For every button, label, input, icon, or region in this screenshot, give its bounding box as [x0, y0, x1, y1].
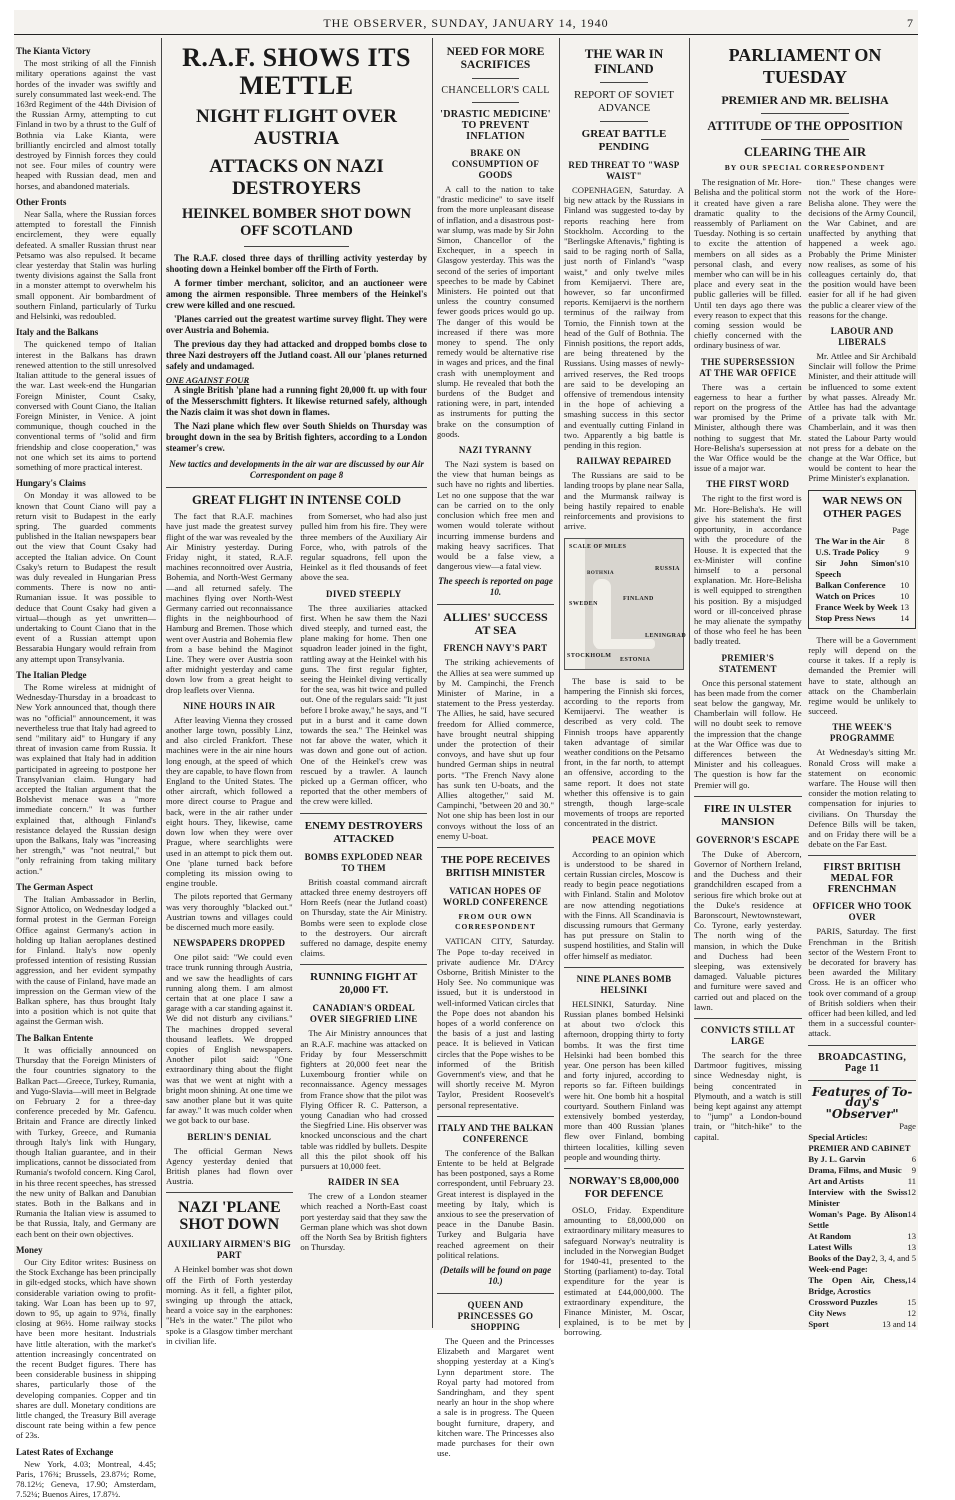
paragraph: The Nazi system is based on the view that human beings as such have no rights and liberties. Let no one suppose that the war can be carried on to the only conclusion which free men and women would tolerate without incurring immense burdens and making heavy sacrifices. That would be a false view, a dangerous view—a fatal view.	[437, 459, 554, 572]
headline: ALLIES' SUCCESS AT SEA	[443, 610, 548, 638]
cross-reference-note: New tactics and developments in the air war are discussed by our Air Correspondent on page 8	[169, 459, 424, 481]
divider	[564, 967, 684, 968]
paragraph: The base is said to be hampering the Finnish ski forces, according to the reports from Kemijaervi. The weather is described as very cold. The Finnish troops have apparently taken advantage of similar weather conditions on the Petsamo front, in the far north, to attempt an offensive, according to the same report. It does not state whether this offensive is to gain strength, though large-scale movements of troops are reported concentrated in the district.	[564, 675, 684, 829]
features-row	[808, 1187, 916, 1209]
two-column-body	[694, 177, 916, 1330]
features-list	[808, 1132, 916, 1330]
divider	[166, 487, 427, 488]
paragraph: Our City Editor writes: Business on the Stock Exchange has been principally in gilt-edged stocks, which have shown considerable variation owing to profit-taking. War Loan has been up to 97, down to 95, up again to 97¼, finally closing at 96½. Home railway stocks have been more hesitant. Industrials have little alteration, with the market's attention increasingly concentrated on the recent Budget figures. There has been considerable business in shipping shares, particularly those of the developing companies. Copper and tin shares are dull. Monetary conditions are little changed, the Treasury Bill average discount rate being within a few pence of 23s.	[16, 1256, 156, 1441]
war-news-index-title: WAR NEWS ON OTHER PAGES	[822, 494, 903, 520]
paragraph: The three auxiliaries attacked first. When he saw them the Nazi dived steeply, and turned east, the plane making for home. Then one squadron leader joined in the fight, rattling away at the Heinkel with his guns. The first regular fighter, seeing the Heinkel diving vertically for the sea, was hit twice and pulled out. One of the regulars said: "It just before I broke away," he says, and "I put in a burst and it came down towards the sea." The Heinkel was not far above the water, which it was down and gone out of action. One of the Heinkel's crew was rescued by a trawler. A launch picked up a German officer, who reported that the other members of the crew were killed.	[300, 602, 427, 807]
index-row-page: 10	[900, 590, 909, 601]
byline: BY OUR SPECIAL CORRESPONDENT	[724, 163, 886, 172]
features-row-page: 6	[911, 1154, 916, 1165]
body-left	[166, 511, 293, 1349]
divider	[808, 1080, 916, 1081]
features-row	[808, 1209, 916, 1231]
subhead: Money	[16, 1244, 43, 1255]
subhead: OFFICER WHO TOOK OVER	[812, 901, 912, 923]
features-row	[808, 1165, 916, 1176]
subhead: BRAKE ON CONSUMPTION OF GOODS	[451, 148, 540, 180]
index-row-label: Sir John Simon's Speech	[815, 557, 901, 579]
map-label: FINLAND	[623, 595, 654, 602]
features-row	[808, 1275, 916, 1297]
lead-paragraph: The previous day they had attacked and dropped bombs close to three Nazi destroyers off the Jutland coast. All our 'planes returned safely and undamaged.	[166, 339, 427, 371]
paragraph: The most striking of all the Finnish military operations against the vast hordes of the invader was swiftly and surely consummated last week-end. The 163rd Regiment of the 44th Division of the Russian Army, attempting to cut Finland in two by a thrust to the Gulf of Bothnia via Lake Kianta, were brilliantly encircled and almost totally destroyed by Finnish forces they could not see. Four miles of country were heaped with Russian dead, men and horses, and abandoned materials.	[16, 58, 156, 191]
divider	[564, 1168, 684, 1169]
index-row-page: 10	[900, 557, 909, 568]
index-row-page: 10	[900, 579, 909, 590]
divider	[244, 246, 348, 247]
divider	[600, 121, 648, 122]
divider	[166, 1192, 293, 1193]
divider	[761, 113, 850, 114]
paragraph: The Rome wireless at midnight of Wednesday-Thursday in a broadcast to New York announced that, though there was no "official" announcement, it was nevertheless true that Italy had agreed to send "military aid" to Hungary if any threat of invasion came from Russia. It was explained that Italy had in addition participated in agreeing to postpone her Transylvanian claim. Hungary had accepted the Italian argument that the Bolshevist menace was a "more immediate concern." It was further explained that, although Finland's resistance delayed the Russian design upon the Balkans, Italy was "increasing her strength," was "not neutral," but "only refraining from taking military action."	[16, 681, 156, 876]
paragraph: The striking achievements of the Allies at sea were summed up by M. Campinchi, the French Minister of Marine, in a statement to the Press yesterday. The Allies, he said, have secured freedom for Allied commerce, have brought neutral shipping under the protection of their convoys, and have shut up four hundred German ships in neutral ports. "The French Navy alone has sunk ten U-boats, and the Allies altogether," said M. Campinchi, "between 20 and 30." Not one ship has been lost in our convoys without the loss of an enemy U-boat.	[437, 657, 554, 841]
subhead: Latest Rates of Exchange	[16, 1446, 114, 1457]
paragraph: The resignation of Mr. Hore-Belisha and the political storm it created have given a rare dramatic quality to the reassembly of Parliament on Tuesday. Nothing is so certain to excite the attention of members on all sides as a personal clash, and every member who can will be in his place and every seat in the public galleries will be filled. Until ten days ago there was every reason to expect that this coming session would be chiefly concerned with the ordinary business of war.	[694, 177, 802, 351]
features-row	[808, 1264, 916, 1275]
column-rule	[559, 38, 560, 1328]
paragraph: The right to the first word is Mr. Hore-Belisha's. He will give his statement the first opportunity, in accordance with the procedure of the House. It is expected that the ex-Minister will confine himself to a personal explanation. Mr. Hore-Belisha is well equipped to strengthen his position. By a misjudged word or ill-conceived phrase he may alienate the sympathy of those who feel he has been badly treated.	[694, 493, 802, 647]
subhead: NEWSPAPERS DROPPED	[173, 938, 286, 949]
subhead: THE SUPERSESSION AT THE WAR OFFICE	[699, 356, 797, 378]
paragraph: HELSINKI, Saturday. Nine Russian planes bombed Helsinki at about two o'clock this afternoon, dropping thirty to forty bombs. It was the first time Helsinki had been bombed this year. One person has been killed and forty injured, according to reports so far. Fifteen buildings were hit. One bomb hit a hospital courtyard. Southern Finland was extensively bombed yesterday, more than 400 Russian 'planes flew over Finland, bombing thirteen localities, killing seven people and wounding thirty.	[564, 998, 684, 1162]
divider	[808, 855, 916, 856]
paragraph: The Duke of Abercorn, Governor of Northern Ireland, and the Duchess and their grandchildren escaped from a serious fire which broke out at the Duke's residence at Baronscourt, Newtownstewart, Co. Tyrone, early yesterday. The north wing of the mansion, in which the Duke and Duchess had been sleeping, was extensively damaged. Valuable pictures and furniture were saved and carried out and placed on the lawn.	[694, 848, 802, 1012]
paragraph: There was a certain eagerness to hear a further report on the progress of the war promised by the Prime Minister, although there was nothing to suggest that Mr. Hore-Belisha's supersession at the War Office would be the issue of a major war.	[694, 381, 802, 474]
divider	[600, 82, 648, 83]
paragraph: Once this personal statement has been made from the corner seat below the gangway, Mr. Chamberlain will follow. He will no doubt seek to remove the impression that the change at the War Office was due to differences between the Minister and his colleagues. The question is how far the Premier will go.	[694, 677, 802, 790]
features-row-label: The Open Air, Chess, Bridge, Acrostics	[808, 1275, 908, 1297]
subhead: CHANCELLOR'S CALL	[441, 85, 550, 96]
headline: ATTACKS ON NAZI DESTROYERS	[209, 156, 384, 199]
paragraph: tion." These changes were not the work of the Hore-Belisha alone. They were the decisions of the Army Council, the War Cabinet, and are unaffected by anything that happened a week ago. Probably the Prime Minister now realises, as some of his colleagues certainly do, that the position would have been easier for all if he had given the public a clearer view of the reasons for the change.	[808, 177, 916, 320]
headline: CLEARING THE AIR	[743, 145, 867, 159]
war-news-index-list	[815, 536, 909, 624]
divider	[472, 102, 519, 103]
two-column-body	[166, 511, 427, 1349]
features-row-label: Crossword Puzzles	[808, 1297, 878, 1308]
features-row-page: 2, 3, 4, and 5	[871, 1253, 916, 1264]
headline: PARLIAMENT ON TUESDAY	[728, 45, 882, 87]
features-row-label: PREMIER AND CABINET	[808, 1143, 911, 1154]
features-row-label: Sport	[808, 1319, 829, 1330]
broadcasting-note: BROADCASTING, Page 11	[818, 1051, 907, 1074]
paragraph: The Queen and the Princesses Elizabeth and Margaret went shopping yesterday at a King's Lynn department store. The Royal party had motored from Sandringham, and they spent nearly an hour in the shop where a sale is in progress. The Queen bought furniture, drapery, and kitchen ware. The Princesses also made purchases for their own use.	[437, 1336, 554, 1459]
map-label: RUSSIA	[655, 565, 681, 572]
subhead: REPORT OF SOVIET ADVANCE	[574, 89, 674, 114]
divider	[694, 796, 802, 797]
headline: THE WAR IN FINLAND	[584, 46, 664, 76]
index-row-label: Balkan Conference	[815, 579, 886, 590]
subhead: FRENCH NAVY'S PART	[443, 643, 548, 654]
subhead: The German Aspect	[16, 881, 93, 892]
subhead: BERLIN'S DENIAL	[187, 1131, 272, 1142]
paragraph: It was officially announced on Thursday that the Foreign Ministers of the four countries signatory to the Balkan Pact—Greece, Turkey, Rumania, and Yugo-Slavia—will meet in Belgrade on February 2 for a three-day conference preceded by Mr. Gafencu. Britain and France are directly linked with Turkey, Greece, and Rumania through Italy's link with Hungary, though Italian guarantee, and in their implications, cannot be dissociated from Rumania's twofold concern. King Carol, in his three recent speeches, has stressed the new unity of Balkan and Danubian states. Both in the Balkans and in Rumania the Italian view is assumed to be that Russia, Italy, and Germany are each bent on their own objectives.	[16, 1044, 156, 1239]
headline: NEED FOR MORE SACRIFICES	[446, 46, 545, 71]
headline: PREMIER AND MR. BELISHA	[721, 93, 889, 107]
index-row	[815, 591, 909, 602]
subhead: PREMIER'S STATEMENT	[718, 652, 777, 674]
headline: ATTITUDE OF THE OPPOSITION	[707, 119, 903, 133]
index-row	[815, 536, 909, 547]
features-row-page: 12	[907, 1187, 916, 1198]
index-row	[815, 580, 909, 591]
index-row-page: 9	[904, 546, 909, 557]
subhead: PEACE MOVE	[592, 834, 656, 845]
subhead: VATICAN HOPES OF WORLD CONFERENCE	[442, 885, 549, 907]
subhead: NAZI TYRANNY	[458, 445, 533, 456]
subhead: Hungary's Claims	[16, 478, 86, 489]
divider	[437, 847, 554, 848]
features-header-row	[808, 1121, 916, 1132]
column-war-summary	[16, 40, 156, 1500]
lead-paragraph: A single British 'plane had a running fight 20,000 ft. up with four of the Messerschmitt fighters. It likewise returned safely, although the Nazis claim it was shot down in flames.	[166, 385, 427, 418]
lead-paragraph: The R.A.F. closed three days of thrilling activity yesterday by shooting down a Heinkel bomber off the Firth of Forth.	[166, 253, 427, 274]
map-label: BOTHNIA	[587, 570, 615, 576]
headline: FIRE IN ULSTER MANSION	[703, 802, 792, 828]
subhead: RAIDER IN SEA	[328, 1177, 400, 1188]
paragraph: The quickened tempo of Italian interest in the Balkans has drawn renewed attention to the still unresolved Italian attitude to the general issues of the war. Last week-end the Hungarian Foreign Minister, Count Csaky, conversed with Count Ciano, the Italian Foreign Minister, in Venice. A joint communique, though couched in the conventional terms of "solid and firm friendship and close cooperation," was not one which set its aims to portend something of more practical interest.	[16, 339, 156, 472]
index-row	[815, 558, 909, 580]
features-row-page: 13 and 14	[882, 1319, 916, 1330]
subhead: RED THREAT TO "WASP WAIST"	[568, 160, 680, 181]
divider	[300, 813, 427, 814]
paragraph: At Wednesday's sitting Mr. Ronald Cross will make a statement on economic warfare. The House will then consider the motion relating to compensation for injuries to civilians. On Thursday the Defence Bills will be taken, and on Friday there will be a debate on the Far East.	[808, 747, 916, 850]
subhead: GOVERNOR'S ESCAPE	[696, 834, 800, 845]
subhead: GREAT BATTLE PENDING	[581, 128, 667, 153]
features-row-page: 14	[907, 1209, 916, 1220]
subhead: THE FIRST WORD	[706, 479, 790, 490]
index-row-label: Watch on Prices	[815, 590, 876, 601]
subhead: BOMBS EXPLODED NEAR TO THEM	[304, 851, 423, 873]
headline: GREAT FLIGHT IN INTENSE COLD	[191, 493, 402, 508]
features-row-page: 13	[907, 1231, 916, 1242]
headline: HEINKEL BOMBER SHOT DOWN OFF SCOTLAND	[182, 206, 411, 239]
page-column-label: Page	[892, 524, 909, 535]
divider	[761, 139, 850, 140]
features-row-page: 9	[911, 1165, 916, 1176]
subhead: The Italian Pledge	[16, 669, 87, 680]
features-row	[808, 1308, 916, 1319]
subhead: The Kianta Victory	[16, 46, 91, 56]
body-left	[694, 177, 802, 1330]
finland-map	[564, 538, 687, 670]
features-row-label: Art and Artists	[808, 1176, 864, 1187]
index-row-page: 14	[900, 612, 909, 623]
divider	[472, 78, 519, 79]
column-rule	[161, 38, 162, 1328]
column-finland	[564, 40, 687, 1338]
paragraph: The conference of the Balkan Entente to be held at Belgrade has been postponed, says a Rome correspondent, until February 23. Great interest is displayed in the meeting by Italy, which is anxious to see the preservation of peace in the Danube Basin. Turkey and Bulgaria have reached agreement on their political relations.	[437, 1147, 554, 1260]
subhead: Other Fronts	[16, 196, 67, 207]
paragraph: The search for the three Dartmoor fugitives, missing since Wednesday night, is being concentrated in Plymouth, and a watch is still being kept against any attempt to "jump" a London-bound train, or "hitch-hike" to the capital.	[694, 1050, 802, 1142]
features-row-label: Latest Wills	[808, 1242, 853, 1253]
features-row	[808, 1132, 916, 1143]
divider	[437, 604, 554, 605]
paragraph: On Monday it was allowed to be known that Count Ciano will pay a return visit to Budapest in the early spring. The guarded comments published in the Italian newspapers bear out the view that Count Csaky had accepted the Italian advice. On Count Csaky's return to Budapest the result was duly revealed in Hungarian Press comments. There is now no anti-Rumanian issue. It was possible to deduce that Count Csaky had given a virtual—though as yet unwritten—undertaking to Count Ciano that in the event of a Russian attempt upon Bessarabia Hungary would refrain from any attempt upon Transylvania.	[16, 490, 156, 664]
features-row-label: Drama, Films, and Music	[808, 1165, 902, 1176]
features-row-label: By J. L. Garvin	[808, 1154, 866, 1165]
subhead: RAILWAY REPAIRED	[576, 456, 672, 467]
features-row	[808, 1176, 916, 1187]
subhead: THE WEEK'S PROGRAMME	[829, 722, 895, 744]
headline: ENEMY DESTROYERS ATTACKED	[304, 819, 423, 845]
paragraph: According to an opinion which is understood to be shared in certain Russian circles, Moscow is ready to begin peace negotiations with Finland. Stalin and Molotov are now attending negotiations with the Finns. All Scandinavia is discussing rumours that Germany has put pressure on Stalin to suspend hostilities, and Stalin will offer himself as mediator.	[564, 848, 684, 961]
cross-reference-note: (Details will be found on page 10.)	[439, 1265, 552, 1287]
paragraph: Near Salla, where the Russian forces attempted to forestall the Finnish encirclement, they were equally defeated. A smaller Russian thrust near Petsamo was also repulsed. It became clear yesterday that Stalin was hurling twenty divisions against the Salla front in a monster attempt to overwhelm his small opponent. Air bombardment of southern Finland, particularly of Turku and Helsinki, was redoubled.	[16, 209, 156, 322]
map-label: SWEDEN	[569, 600, 599, 607]
paragraph: A call to the nation to take "drastic medicine" to save itself from the more unpleasant disease of inflation, and a disastrous post-war slump, was made by Sir John Simon, Chancellor of the Exchequer, in a speech in Glasgow yesterday. This was the second of the series of important speeches to be made by Cabinet Ministers. He pointed out that unless the country consumed fewer goods prices would go up. The danger of this would be increased if there was more money to spend. The only remedy would be alternative rise in wages and prices, and the final crash with unemployment and slump. He revealed that both the burdens of the Budget and rationing were, in part, intended as instruments for putting the brake on the consumption of goods.	[437, 184, 554, 439]
map-label: STOCKHOLM	[567, 652, 612, 659]
features-row-label: Special Articles:	[808, 1132, 868, 1143]
index-row	[815, 602, 909, 613]
features-row-label: City News	[808, 1308, 846, 1319]
masthead	[14, 10, 918, 35]
features-row	[808, 1319, 916, 1330]
features-row-page: 14	[907, 1275, 916, 1286]
paragraph: COPENHAGEN, Saturday. A big new attack by the Russians in Finland was suggested to-day by reports reaching here from Stockholm. According to the "Berlingske Aftenavis," fighting is said to be raging north of Salla, just north of Finland's "wasp waist," and only twelve miles from Kemijaervi. There are, however, so far unconfirmed reports. Kemijaervi is the northern terminus of the railway from Tornio, the Finnish town at the head of the Gulf of Bothnia. The Finnish positions, the report adds, are being threatened by the Russians. Using masses of newly-arrived reserves, the Red troops are said to be developing an offensive of tremendous intensity in the hope of achieving a smashing success in this sector and eventually cutting Finland in two. Apparently a big battle is pending in this region.	[564, 185, 684, 451]
features-row-page: 11	[907, 1176, 916, 1187]
headline: CONVICTS STILL AT LARGE	[700, 1025, 796, 1047]
features-row	[808, 1143, 916, 1154]
features-row	[808, 1154, 916, 1165]
column-parliament	[694, 40, 916, 1330]
subhead: The Balkan Entente	[16, 1032, 94, 1043]
index-row-label: Stop Press News	[815, 612, 876, 623]
index-row	[815, 547, 909, 558]
paragraph: A Heinkel bomber was shot down off the Firth of Forth yesterday morning. As it fell, a fighter pilot, swinging up through the attack, heard a voice say in the earphones: "He's in the water." The pilot who spoke is a Glasgow timber merchant in civilian life.	[166, 1264, 293, 1346]
paragraph: OSLO, Friday. Expenditure amounting to £8,000,000 on extraordinary military measures to safeguard Norway's neutrality is included in the Norwegian Budget for 1940-41, presented to the Storting (parliament) to-day. Total expenditure for the year is estimated at £44,000,000. The extraordinary expenditure, the Finance Minister, M. Oscar, explained, is to be met by borrowing.	[564, 1205, 684, 1338]
features-row-label: Interview with the Swiss Minister	[808, 1187, 908, 1209]
cross-reference-note: The speech is reported on page 10.	[438, 576, 553, 598]
features-row	[808, 1242, 916, 1253]
column-rule	[432, 38, 433, 1328]
paragraph: After leaving Vienna they crossed another large town, possibly Linz, and also circled Frankfort. These machines were in the air nine hours long enough, at the speed of which they are capable, to have flown from England to the United States. The other aircraft, which followed a more direct course to Prague and back, were in the air rather under eight hours. They, likewise, came down low when they were over Prague, where searchlights were used in an attempt to pick them out. One 'plane turned back before completing its mission owing to engine trouble.	[166, 714, 293, 889]
headline: NAZI 'PLANE SHOT DOWN	[177, 1199, 281, 1234]
headline: THE POPE RECEIVES BRITISH MINISTER	[440, 854, 551, 879]
features-row-page: 12	[907, 1308, 916, 1319]
index-row-label: France Week by Week	[815, 601, 898, 612]
features-row	[808, 1253, 916, 1264]
subhead: LABOUR AND LIBERALS	[830, 326, 894, 348]
subhead: ONE AGAINST FOUR	[166, 375, 250, 385]
paragraph: There will be a Government reply will depend on the course it takes. If a reply is demanded the Premier will have to state, although an attack on the Chamberlain regime would be unlikely to succeed.	[808, 634, 916, 717]
divider	[437, 1116, 554, 1117]
subhead: CANADIAN'S ORDEAL OVER SIEGFRIED LINE	[309, 1003, 418, 1025]
index-row-label: U.S. Trade Policy	[815, 546, 879, 557]
subhead: 'DRASTIC MEDICINE' TO PREVENT INFLATION	[440, 109, 551, 142]
lead-paragraph: 'Planes carried out the greatest wartime survey flight. They were over Austria and Bohemia.	[166, 314, 427, 335]
features-row-page: 15	[907, 1297, 916, 1308]
divider	[694, 1018, 802, 1019]
paragraph: VATICAN CITY, Saturday. The Pope to-day received in private audience Mr. D'Arcy Osborne, British Minister to the Holy See. No communique was issued, but it is understood in well-informed Vatican circles that the Pope does not abandon his hopes of a world conference on the basis of a just and lasting peace. It is believed in Vatican circles that the Pope wishes to be informed of the British Government's view, and that he will shortly receive M. Myron Taylor, President Roosevelt's personal representative.	[437, 936, 554, 1110]
headline: QUEEN AND PRINCESSES GO SHOPPING	[457, 1300, 534, 1333]
body-right	[808, 177, 916, 1330]
features-row-page: 13	[907, 1242, 916, 1253]
divider	[300, 964, 427, 965]
features-row	[808, 1297, 916, 1308]
features-row-label: Books of the Day	[808, 1253, 871, 1264]
features-page-label: Page	[899, 1121, 916, 1132]
subhead: AUXILIARY AIRMEN'S BIG PART	[167, 1239, 292, 1261]
features-row-label: Week-end Page:	[808, 1264, 868, 1275]
features-row-label: Woman's Page. By Alison Settle	[808, 1209, 908, 1231]
index-row-page: 8	[904, 535, 909, 546]
body-right	[300, 511, 427, 1349]
paragraph: PARIS, Saturday. The first Frenchman in the British sector of the Western Front to be decorated for bravery has been awarded the Military Cross. He is an officer who took over command of a group of British soldiers when their officer had been killed, and led them in a successful counter-attack.	[808, 926, 916, 1039]
headline: FIRST BRITISH MEDAL FOR FRENCHMAN	[823, 862, 901, 896]
paragraph: from Somerset, who had also just pulled him from his fire. They were three members of the Auxiliary Air Force, who, with patrols of the regular squadrons, fell upon the Heinkel as it fled thousands of feet above the sea.	[300, 511, 427, 583]
paragraph: The crew of a London steamer which reached a North-East coast port yesterday said that they saw the German plane which was shot down off the North Sea by British fighters on Thursday.	[300, 1191, 427, 1253]
features-row-label: At Random	[808, 1231, 852, 1242]
map-label: ESTONIA	[620, 656, 651, 663]
masthead-title: THE OBSERVER, SUNDAY, JANUARY 14, 1940	[323, 16, 609, 30]
paragraph: The Russians are said to be landing troops by plane near Salla, and the Murmansk railway is being hastily repaired to enable reinforcements and provisions to arrive.	[564, 470, 684, 532]
paragraph: New York, 4.03; Montreal, 4.45; Paris, 176¾; Brussels, 23.87½; Rome, 78.12½; Geneva, 17.90; Amsterdam, 7.52¼; Buenos Aires, 17.87½.	[16, 1458, 156, 1500]
paragraph: One pilot said: "We could even trace trunk running through Austria, and we saw the headlights of cars running along them. I am almost certain that at one place I saw a garage with a car standing against it. We did not disturb any civilians." The machines dropped several thousand leaflets. We dropped copies of English newspapers. Another pilot said: "One extraordinary thing about the flight was that we went at night with a bright moon shining. At one time we saw another plane but it was quite far away." It was much colder when we got back to our base.	[166, 952, 293, 1126]
paragraph: British coastal command aircraft attacked three enemy destroyers off Horn Reefs (near the Jutland coast) on Thursday, state the Air Ministry. Bombs were seen to explode close to the destroyers. Our aircraft suffered no damage, despite enemy claims.	[300, 876, 427, 959]
paragraph: The official German News Agency yesterday denied that British planes had flown over Austria.	[166, 1145, 293, 1187]
subhead: Italy and the Balkans	[16, 327, 99, 338]
paragraph: The pilots reported that Germany was very thoroughly "blacked out." Austrian towns and villages could be discerned much more easily.	[166, 891, 293, 932]
paragraph: The Air Ministry announces that an R.A.F. machine was attacked on Friday by four Messerschmitt fighters at 20,000 feet near the Luxembourg frontier while on reconnaissance. Agency messages from France show that the pilot was Flying Officer R. C. Patterson, a young Canadian who had crossed the Siegfried Line. His observer was knocked unconscious and the chart table was riddled by bullets. Despite all this the pilot shook off his pursuers at 10,000 feet.	[300, 1028, 427, 1171]
headline: NORWAY'S £8,000,000 FOR DEFENCE	[568, 1175, 680, 1201]
index-row-page: 13	[900, 601, 909, 612]
index-row	[815, 613, 909, 624]
subhead: NINE HOURS IN AIR	[183, 700, 276, 711]
divider	[437, 1293, 554, 1294]
page-number: 7	[907, 16, 914, 30]
features-row	[808, 1231, 916, 1242]
paragraph: Mr. Attlee and Sir Archibald Sinclair will follow the Prime Minister, and their attitude will be influenced to some extent by what passes. Already Mr. Attlee has had the advantage of a private talk with Mr. Chamberlain, and it was then stated the Labour Party would not press for a debate on the change at the War Office, but would be content to hear the Prime Minister's explanation.	[808, 351, 916, 484]
column-rule	[689, 38, 690, 1328]
features-title: Features of To-day's	[812, 1084, 913, 1109]
headline: NINE PLANES BOMB HELSINKI	[576, 973, 672, 995]
headline-main: R.A.F. SHOWS ITS METTLE	[182, 43, 411, 100]
paragraph: The Italian Ambassador in Berlin, Signor Attolico, on Wednesday lodged a formal protest in the German Foreign Office against Germany's action in holding up Italian aeroplanes destined for Finland. Italy's now openly professed intention of resisting Russian aggression, and her evident sympathy with the cause of Finland, have made an impression on the German view of the Balkan sphere, has thus brought Italy into a position which is not quite that against the German wish.	[16, 894, 156, 1027]
newspaper-page	[14, 10, 918, 1500]
war-news-index-box	[808, 490, 916, 629]
lead-paragraph: A former timber merchant, solicitor, and an auctioneer were among the airmen responsible. Three members of the Heinkel's crew were killed and one rescued.	[166, 278, 427, 310]
column-chancellor	[437, 40, 554, 1459]
paragraph: The fact that R.A.F. machines have just made the greatest survey flight of the war was revealed by the Air Ministry yesterday. During Friday night, it stated, R.A.F. machines reconnoitred over Austria, Bohemia, and North-West Germany—and all returned safely. The machines flying over North-West Germany carried out reconnaissance flights in the neighbourhood of Hamburg and Bremen. Those which went over Austria and Bohemia flew from a base behind the Maginot Line. They were over Austria soon after midnight yesterday and came down low from a great height to drop leaflets over Vienna.	[166, 511, 293, 695]
features-subtitle: "Observer"	[825, 1106, 899, 1121]
index-header-row	[815, 525, 909, 536]
column-raf-story	[166, 40, 427, 1346]
map-scale-label: SCALE OF MILES	[569, 543, 627, 550]
divider	[808, 1045, 916, 1046]
headline: NIGHT FLIGHT OVER AUSTRIA	[196, 106, 397, 149]
headline: ITALY AND THE BALKAN CONFERENCE	[437, 1122, 554, 1144]
byline: FROM OUR OWN CORRESPONDENT	[455, 911, 536, 932]
headline: RUNNING FIGHT AT 20,000 FT.	[310, 971, 418, 997]
map-label: LENINGRAD	[645, 632, 687, 639]
lead-paragraph: The Nazi plane which flew over South Shields on Thursday was brought down in the sea by British fighters, according to a London steamer's crew.	[166, 421, 427, 454]
index-row-label: The War in the Air	[815, 535, 885, 546]
subhead: DIVED STEEPLY	[326, 588, 402, 599]
